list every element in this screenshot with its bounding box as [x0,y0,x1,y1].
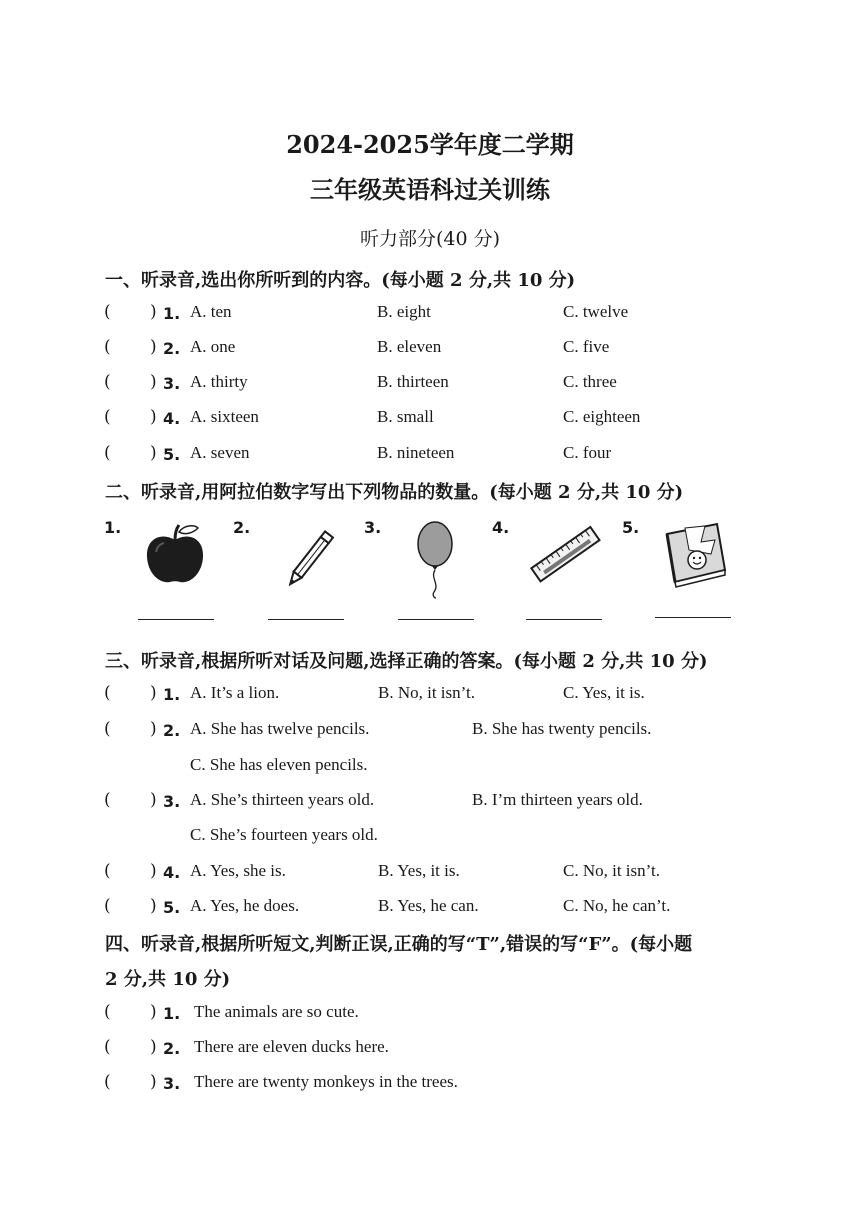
question-number: 3. [163,374,181,393]
option-c: C. Yes, it is. [563,683,645,702]
balloon-icon [410,520,460,600]
option-b: B. She has twenty pencils. [472,719,652,738]
section3-heading: 三、听录音,根据所听对话及问题,选择正确的答案。(每小题 2 分,共 10 分) [105,651,708,672]
answer-blank-5[interactable] [655,617,731,618]
answer-paren-open[interactable]: ( [104,1002,111,1022]
question-number: 1. [163,1004,181,1023]
answer-paren-open[interactable]: ( [104,861,111,881]
answer-paren-open[interactable]: ( [104,443,111,463]
question-number: 5. [163,898,181,917]
exam-title: 三年级英语科过关训练 [310,175,550,204]
option-a: A. Yes, she is. [190,861,286,880]
question-number: 4. [163,863,181,882]
option-a: A. It’s a lion. [190,683,280,702]
statement-text: The animals are so cute. [194,1002,359,1021]
ruler-icon [528,520,604,590]
book-icon [655,520,731,588]
option-a: A. one [190,337,236,356]
picture-number: 1. [104,518,122,537]
picture-number: 2. [233,518,251,537]
option-c: C. three [563,372,617,391]
option-b: B. small [377,407,434,426]
answer-paren-open[interactable]: ( [104,407,111,427]
answer-paren-open[interactable]: ( [104,790,111,810]
picture-number: 3. [364,518,382,537]
answer-paren-close: ) [150,790,157,810]
option-b: B. nineteen [377,443,455,462]
answer-paren-open[interactable]: ( [104,896,111,916]
answer-paren-open[interactable]: ( [104,302,111,322]
question-number: 1. [163,304,181,323]
answer-paren-open[interactable]: ( [104,1072,111,1092]
answer-paren-open[interactable]: ( [104,683,111,703]
question-number: 4. [163,409,181,428]
option-a: A. sixteen [190,407,259,426]
answer-blank-1[interactable] [138,619,214,620]
option-a: A. Yes, he does. [190,896,300,915]
picture-number: 5. [622,518,640,537]
section1-heading: 一、听录音,选出你所听到的内容。(每小题 2 分,共 10 分) [105,270,576,291]
answer-paren-close: ) [150,861,157,881]
answer-blank-2[interactable] [268,619,344,620]
answer-paren-close: ) [150,1072,157,1092]
answer-paren-close: ) [150,337,157,357]
answer-paren-close: ) [150,302,157,322]
option-c: C. No, it isn’t. [563,861,660,880]
answer-paren-close: ) [150,719,157,739]
option-b: B. Yes, it is. [378,861,460,880]
option-c: C. She’s fourteen years old. [190,825,378,844]
question-number: 5. [163,445,181,464]
question-number: 3. [163,792,181,811]
part-title: 听力部分(40 分) [359,228,501,250]
option-b: B. No, it isn’t. [378,683,475,702]
question-number: 1. [163,685,181,704]
option-b: B. Yes, he can. [378,896,479,915]
option-b: B. I’m thirteen years old. [472,790,643,809]
option-c: C. No, he can’t. [563,896,671,915]
apple-icon [140,522,210,587]
option-a: A. She has twelve pencils. [190,719,370,738]
answer-paren-close: ) [150,372,157,392]
option-b: B. eleven [377,337,442,356]
answer-paren-open[interactable]: ( [104,372,111,392]
answer-blank-3[interactable] [398,619,474,620]
statement-text: There are twenty monkeys in the trees. [194,1072,458,1091]
exam-year: 2024-2025学年度二学期 [286,130,574,159]
pencil-icon [278,522,348,587]
section2-heading: 二、听录音,用阿拉伯数字写出下列物品的数量。(每小题 2 分,共 10 分) [105,482,684,503]
question-number: 2. [163,1039,181,1058]
answer-paren-close: ) [150,407,157,427]
option-a: A. thirty [190,372,248,391]
option-c: C. She has eleven pencils. [190,755,368,774]
statement-text: There are eleven ducks here. [194,1037,389,1056]
question-number: 2. [163,721,181,740]
picture-number: 4. [492,518,510,537]
section4-heading-line1: 四、听录音,根据所听短文,判断正误,正确的写“T”,错误的写“F”。(每小题 [105,934,693,955]
answer-paren-close: ) [150,443,157,463]
option-c: C. four [563,443,612,462]
answer-paren-open[interactable]: ( [104,1037,111,1057]
answer-paren-close: ) [150,896,157,916]
option-a: A. She’s thirteen years old. [190,790,375,809]
answer-paren-close: ) [150,1002,157,1022]
answer-paren-open[interactable]: ( [104,337,111,357]
question-number: 3. [163,1074,181,1093]
option-c: C. twelve [563,302,629,321]
option-b: B. thirteen [377,372,449,391]
answer-blank-4[interactable] [526,619,602,620]
answer-paren-close: ) [150,1037,157,1057]
answer-paren-open[interactable]: ( [104,719,111,739]
answer-paren-close: ) [150,683,157,703]
option-a: A. ten [190,302,232,321]
question-number: 2. [163,339,181,358]
section4-heading-line2: 2 分,共 10 分) [105,969,231,990]
option-c: C. five [563,337,610,356]
option-b: B. eight [377,302,431,321]
option-a: A. seven [190,443,250,462]
option-c: C. eighteen [563,407,641,426]
